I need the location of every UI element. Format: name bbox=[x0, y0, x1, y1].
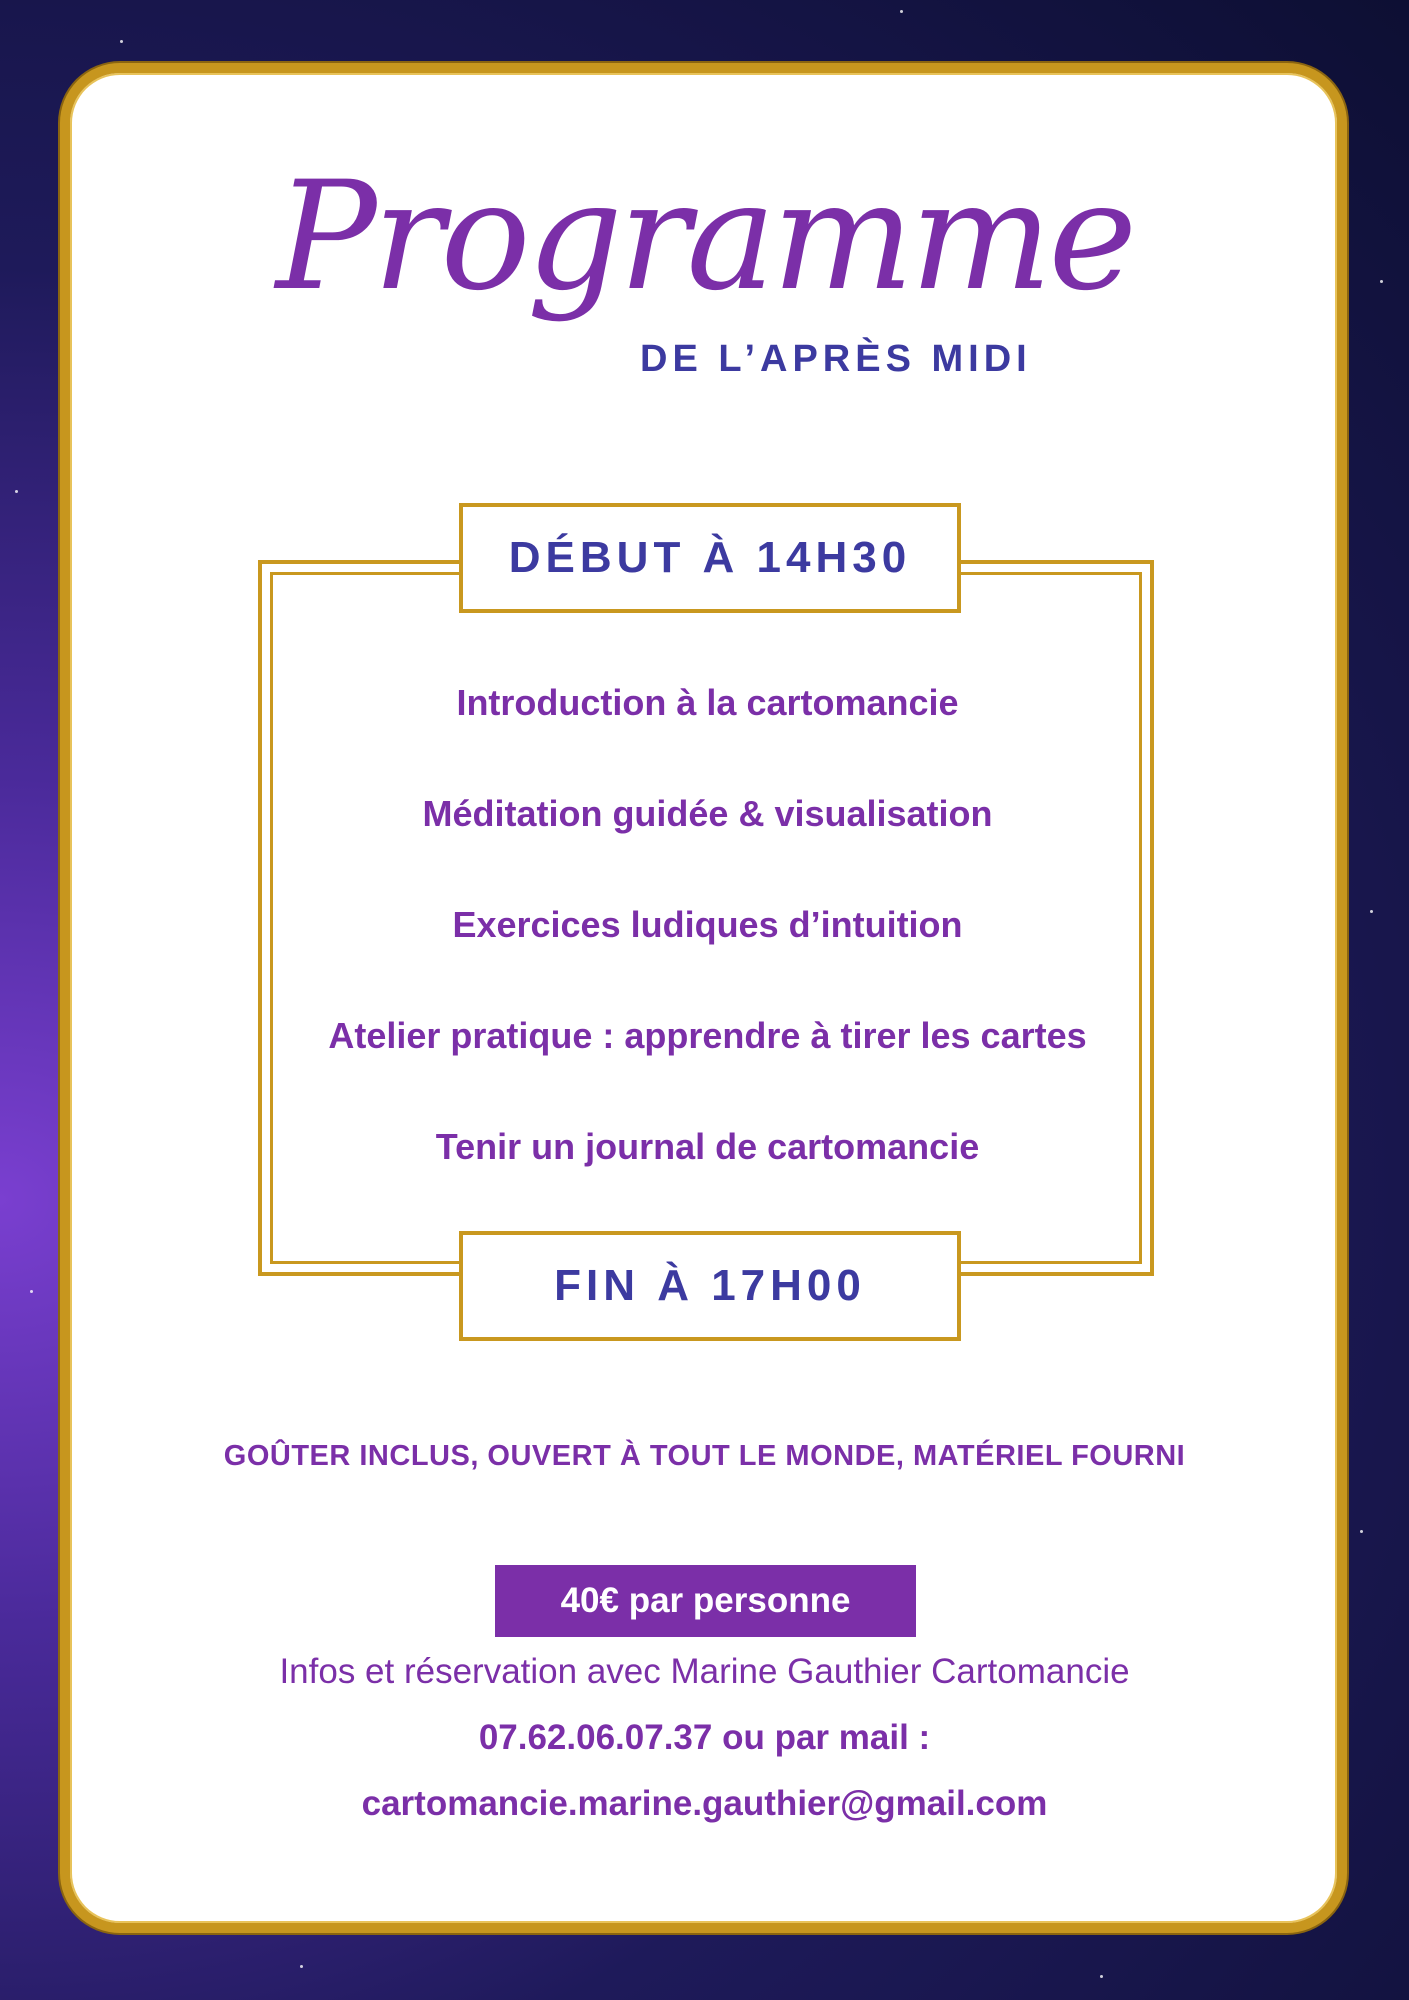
program-item: Atelier pratique : apprendre à tirer les cartes bbox=[328, 1015, 1087, 1056]
star bbox=[30, 1290, 33, 1293]
price-badge bbox=[495, 1565, 916, 1637]
program-item: Méditation guidée & visualisation bbox=[422, 793, 993, 834]
page-title: Programme bbox=[275, 150, 1134, 324]
program-list bbox=[280, 675, 1135, 1230]
contact-phone: 07.62.06.07.37 ou par mail : bbox=[478, 1718, 931, 1757]
included-note: GOÛTER INCLUS, OUVERT À TOUT LE MONDE, MATÉRIEL FOURNI bbox=[223, 1440, 1186, 1472]
program-item: Introduction à la cartomancie bbox=[456, 682, 959, 723]
star bbox=[900, 10, 903, 13]
star bbox=[1360, 1530, 1363, 1533]
star bbox=[1100, 1975, 1103, 1978]
contact-info: Infos et réservation avec Marine Gauthier Cartomancie bbox=[279, 1652, 1130, 1691]
price-label: 40€ par personne bbox=[560, 1581, 851, 1620]
star bbox=[120, 40, 123, 43]
star bbox=[300, 1965, 303, 1968]
star bbox=[15, 490, 18, 493]
program-item: Exercices ludiques d’intuition bbox=[452, 904, 963, 945]
start-time-box bbox=[459, 503, 961, 613]
start-time-label: DÉBUT À 14H30 bbox=[508, 533, 912, 582]
page-subtitle: DE L’APRÈS MIDI bbox=[640, 338, 1032, 380]
end-time-box bbox=[459, 1231, 961, 1341]
end-time-label: FIN À 17H00 bbox=[554, 1261, 866, 1310]
contact-email[interactable]: cartomancie.marine.gauthier@gmail.com bbox=[361, 1784, 1048, 1823]
star bbox=[1370, 910, 1373, 913]
program-item: Tenir un journal de cartomancie bbox=[435, 1126, 980, 1167]
